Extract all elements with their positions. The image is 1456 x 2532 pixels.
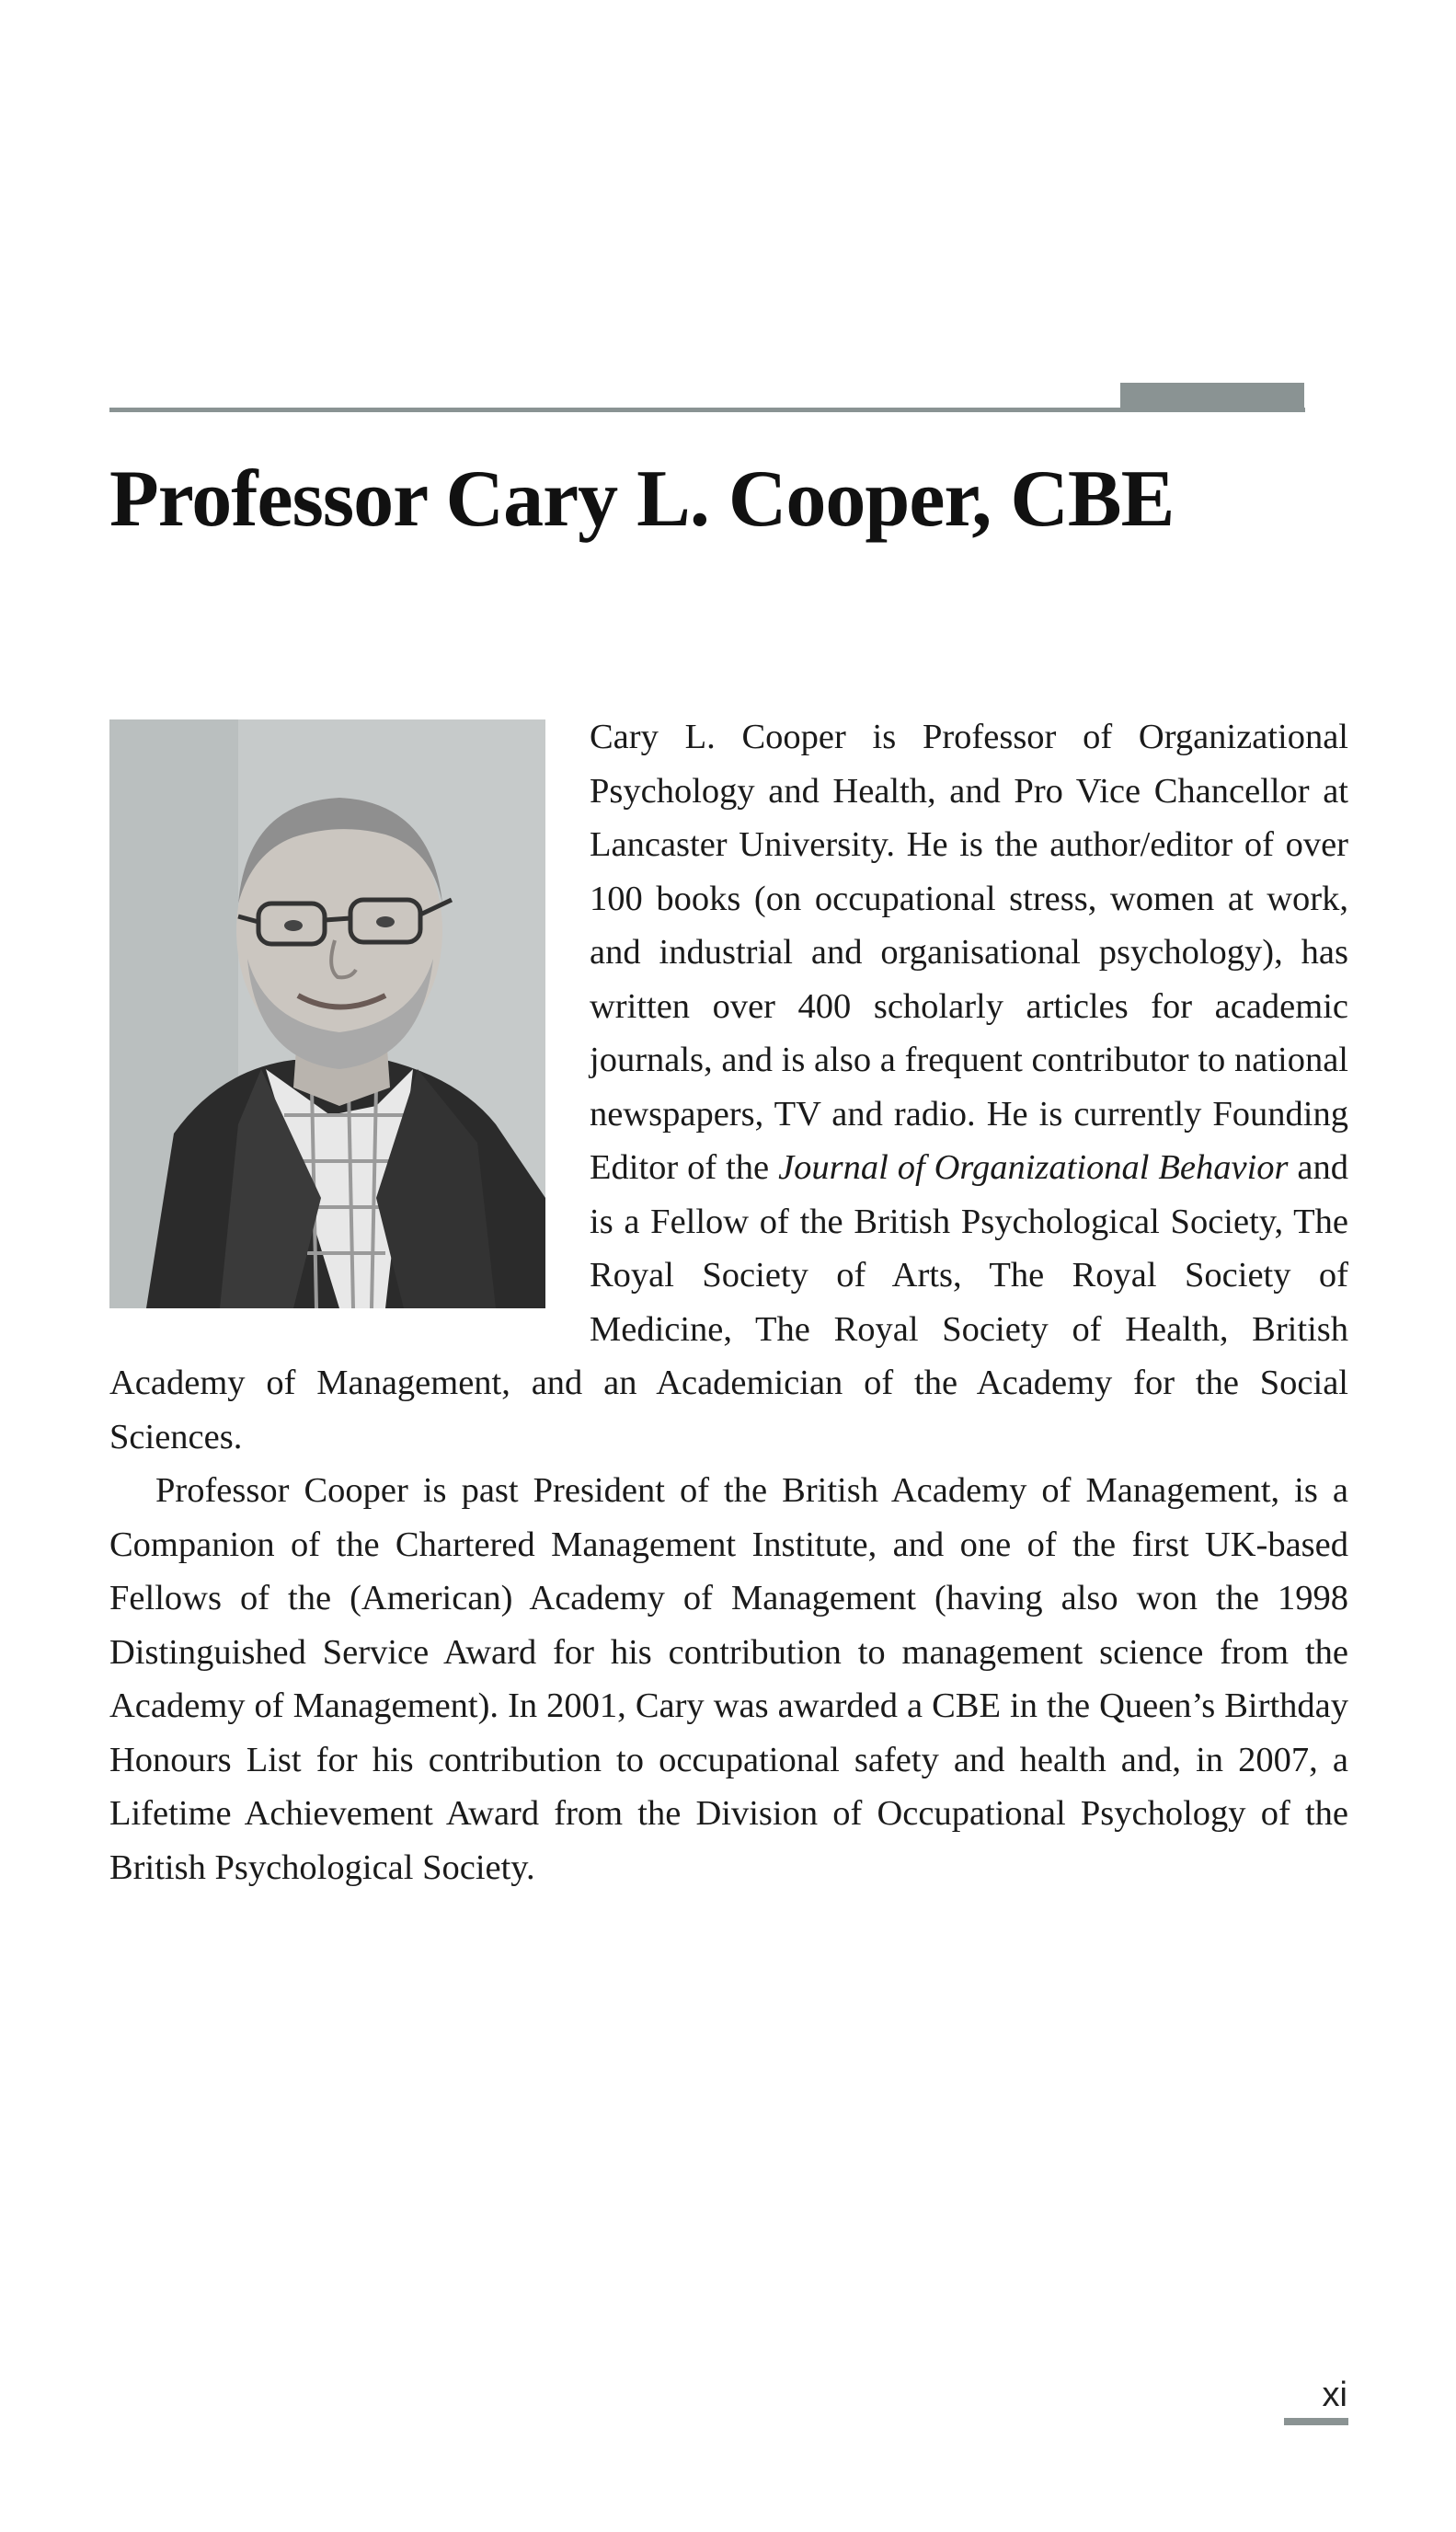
bio-paragraph-2: Professor Cooper is past President of the British Academy of Management, is a Companion of the Chartered Management Institute, and one of the first UK-based Fellows of the (American) Academy of Management (having also won the 1998 Distinguished Service Award for his contribution to management science from the Academy of Management). In 2001, Cary was awarded a CBE in the Queen’s Birthday Honours List for his contribution to occupational safety and health and, in 2007, a Lifetime Achievement Award from the Division of Occupational Psychology of the British Psychological Society. xyxy=(109,1471,1348,1887)
journal-title: Journal of Organizational Behavior xyxy=(778,1148,1289,1187)
page-number: xi xyxy=(1322,2376,1347,2414)
header-tab-block xyxy=(1120,383,1304,412)
page-number-bar xyxy=(1284,2418,1348,2425)
bio-paragraph-1-text: Cary L. Cooper is Professor of Organizational Psychology and Health, and Pro Vice Chancellor at Lancaster University. He is the author/editor of over 100 books (on occupational stress, women at work, and industrial and organisational psychology), has written over 400 scholarly articles for academic journals, and is also a frequent contributor to national newspapers, TV and radio. He is currently Founding Editor of the xyxy=(590,718,1348,1187)
biography-text xyxy=(109,710,1348,1894)
portrait-photo xyxy=(109,719,545,1308)
page-title: Professor Cary L. Cooper, CBE xyxy=(109,455,1175,544)
bio-paragraph-1-text-continued: and is a Fellow of the British Psychological Society, The Royal Society of Arts, The Royal Society of Medicine, The Royal Society of Health, British Academy of Management, and an Academician of the Academy for the Social Sciences. xyxy=(109,1148,1348,1456)
